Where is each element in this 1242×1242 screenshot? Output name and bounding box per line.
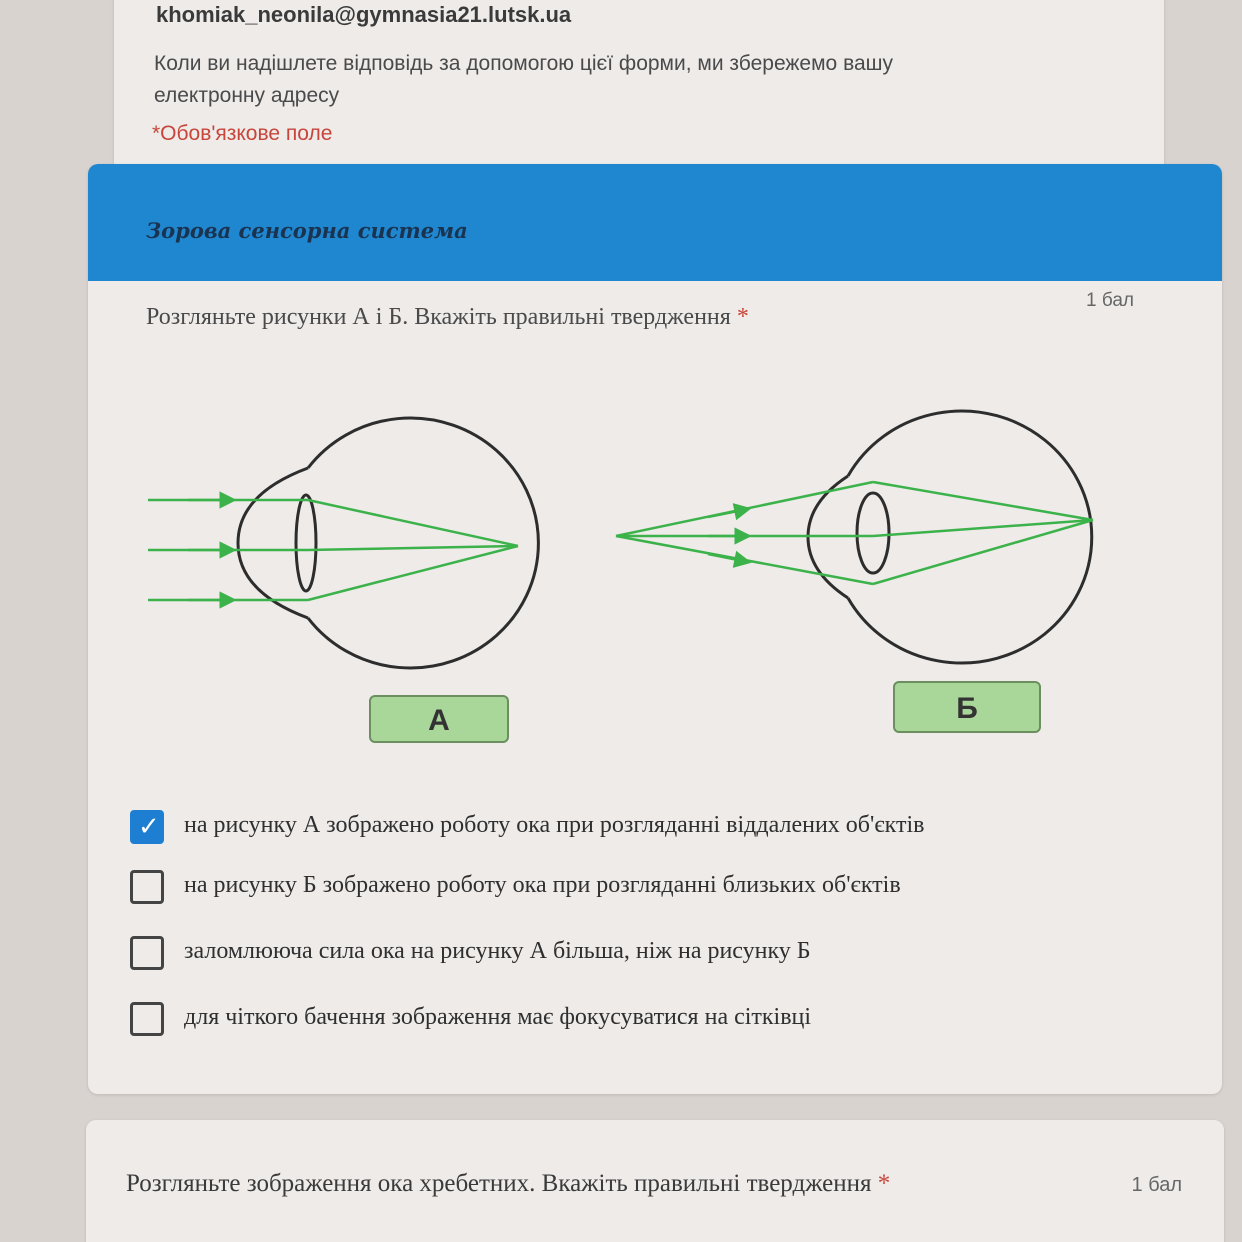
option-4-checkbox[interactable] (130, 1002, 164, 1036)
option-2-label: на рисунку Б зображено роботу ока при розгляданні близьких об'єктів (184, 872, 901, 898)
option-3-label: заломлююча сила ока на рисунку А більша, ніж на рисунку Б (184, 938, 811, 964)
required-field-note: *Обов'язкове поле (152, 122, 333, 145)
question-card (88, 164, 1222, 1094)
next-question-text: Розгляньте зображення ока хребетних. Вкажіть правильні твердження (126, 1170, 872, 1197)
option-4[interactable] (130, 1002, 1090, 1042)
next-question-card (86, 1120, 1224, 1242)
option-1-checkbox[interactable] (130, 810, 164, 844)
eye-b-rays (616, 482, 1093, 584)
figure-a-label: А (428, 704, 450, 737)
option-3-checkbox[interactable] (130, 936, 164, 970)
eye-a-figure (148, 418, 538, 742)
email-notice-line-2: електронну адресу (154, 84, 340, 107)
check-icon: ✓ (138, 812, 160, 842)
eye-a-rays (148, 500, 518, 600)
option-4-label: для чіткого бачення зображення має фокусуватися на сітківці (184, 1004, 812, 1030)
section-title: Зорова сенсорна система (146, 218, 468, 243)
eye-diagram (128, 394, 1188, 764)
arrow-icon (708, 510, 743, 517)
question-points: 1 бал (1086, 290, 1134, 311)
question-text: Розгляньте рисунки А і Б. Вкажіть правильні твердження (146, 304, 731, 330)
email-notice-line-1: Коли ви надішлете відповідь за допомогою цієї форми, ми збережемо вашу (154, 52, 894, 75)
option-1[interactable] (130, 810, 1090, 850)
required-asterisk: * (736, 304, 749, 330)
section-header (88, 164, 1222, 281)
eye-b-lens (857, 493, 889, 573)
option-3[interactable] (130, 936, 1090, 976)
user-email: khomiak_neonila@gymnasia21.lutsk.ua (156, 2, 572, 27)
eye-a-lens (296, 495, 316, 591)
option-2-checkbox[interactable] (130, 870, 164, 904)
question-title (146, 304, 749, 331)
next-question-title (126, 1170, 890, 1198)
eye-b-figure (616, 411, 1093, 732)
next-question-points: 1 бал (1131, 1174, 1182, 1196)
option-2[interactable] (130, 870, 1090, 910)
option-1-label: на рисунку А зображено роботу ока при розгляданні віддалених об'єктів (184, 812, 925, 838)
email-card (114, 0, 1164, 186)
figure-b-label: Б (956, 692, 978, 725)
eye-b-eyeball (848, 411, 1092, 663)
required-asterisk: * (877, 1170, 891, 1197)
